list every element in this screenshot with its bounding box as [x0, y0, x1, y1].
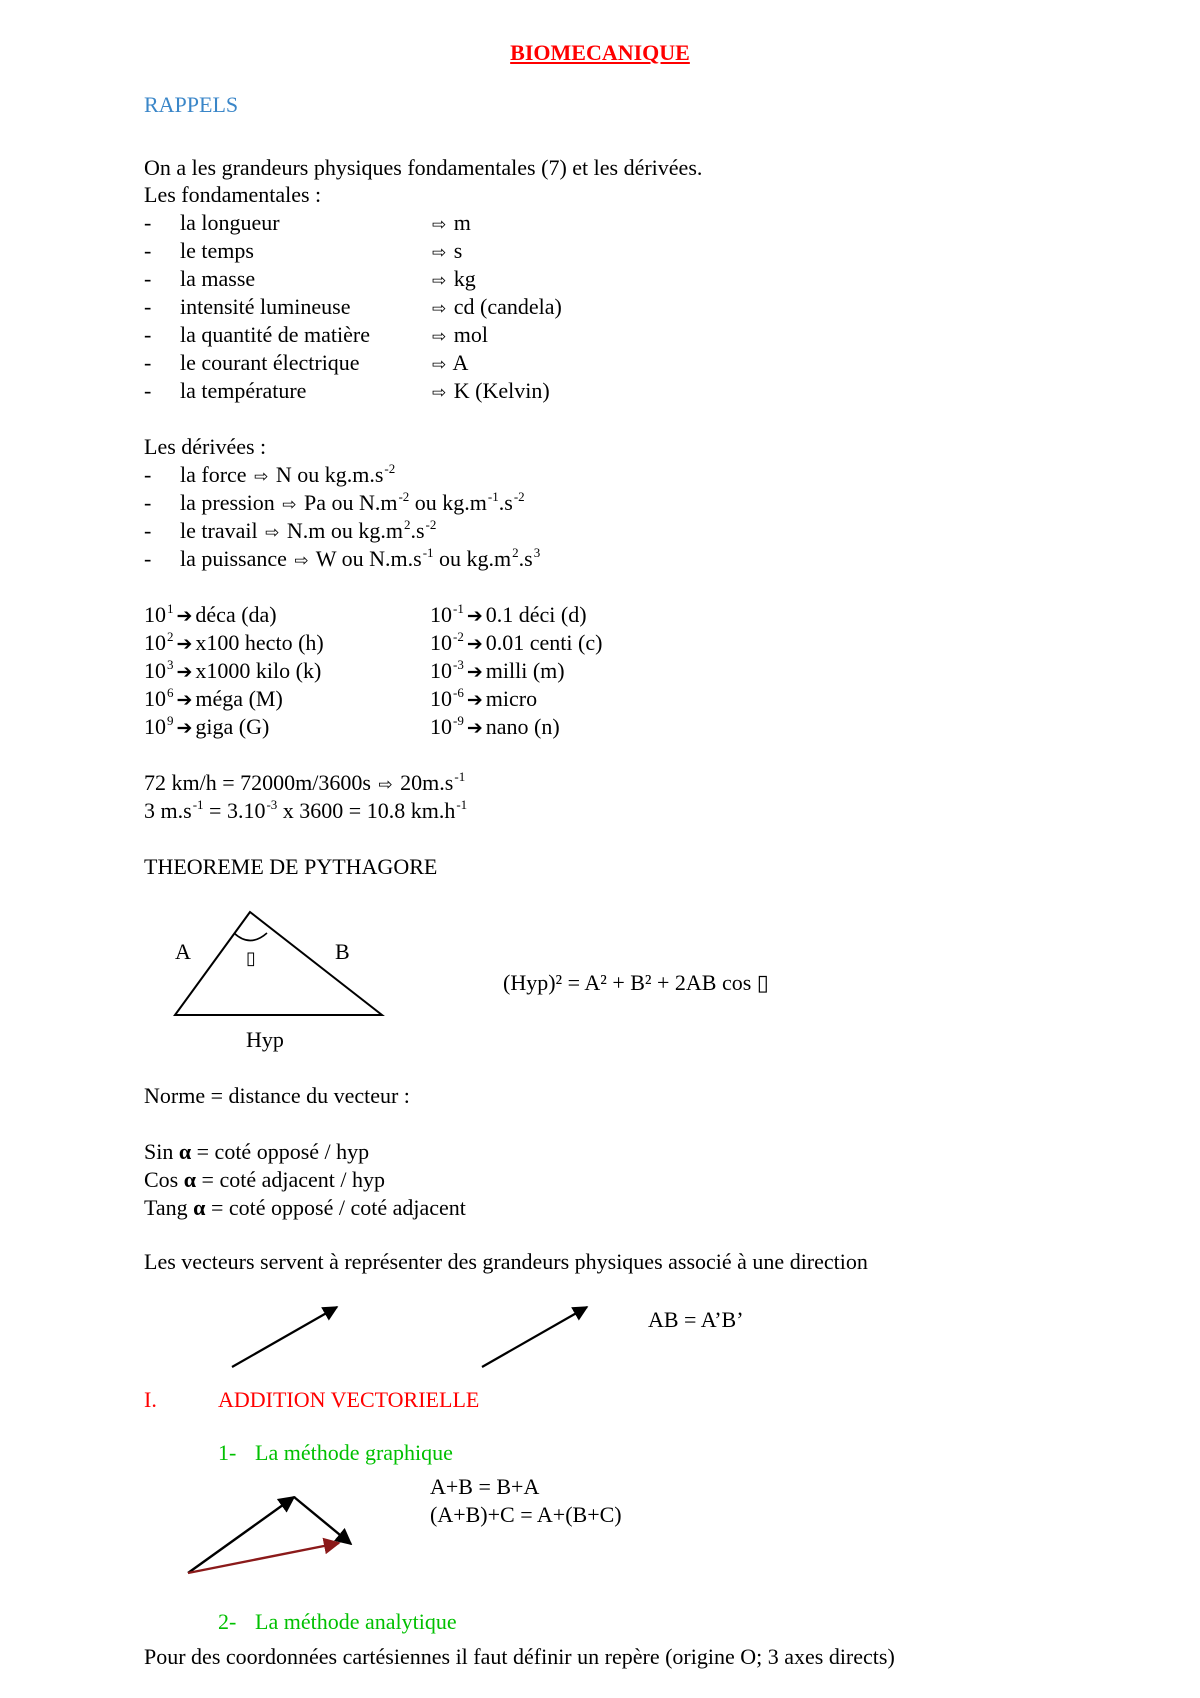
- quantity-unit: ⇨ mol: [432, 322, 488, 347]
- pythagore-heading: THEOREME DE PYTHAGORE: [144, 854, 438, 879]
- angle-arc: [234, 933, 267, 941]
- vector-equality: AB = A’B’: [648, 1307, 744, 1332]
- quantity-unit: ⇨ K (Kelvin): [432, 378, 550, 403]
- list-bullet: -: [144, 462, 152, 487]
- page-title: BIOMECANIQUE: [510, 40, 690, 65]
- method2-title: La méthode analytique: [255, 1609, 457, 1634]
- triangle-label-hyp: Hyp: [246, 1027, 284, 1052]
- white-arrow-icon: ⇨: [294, 551, 309, 571]
- conversion-kmh: 72 km/h = 72000m/3600s ⇨ $20m.s^{-1}$: [144, 769, 466, 795]
- pythagore-formula: (Hyp)² = A² + B² + 2AB cos ▯: [503, 970, 769, 995]
- quantity-name: intensité lumineuse: [180, 294, 351, 319]
- section-number: I.: [144, 1387, 157, 1412]
- bold-arrow-icon: ➔: [176, 633, 193, 655]
- fondamentales-heading: Les fondamentales :: [144, 182, 322, 207]
- derivees-heading: Les dérivées :: [144, 434, 267, 459]
- derived-puissance: la puissance ⇨ W ou $N.m.s^{-1}$ ou $kg.m^2.s^3$: [180, 545, 541, 571]
- bold-arrow-icon: ➔: [466, 633, 483, 655]
- list-bullet: -: [144, 546, 152, 571]
- bold-arrow-icon: ➔: [466, 605, 483, 627]
- cos-formula: Cos α = coté adjacent / hyp: [144, 1167, 385, 1192]
- prefix-item: $10^3$ ➔ x1000 kilo (k): [144, 657, 322, 683]
- tang-formula: Tang α = coté opposé / coté adjacent: [144, 1195, 466, 1220]
- vecteurs-text: Les vecteurs servent à représenter des grandeurs physiques associé à une direction: [144, 1249, 868, 1274]
- bold-arrow-icon: ➔: [176, 661, 193, 683]
- commutativity-formula: A+B = B+A: [430, 1474, 540, 1499]
- white-arrow-icon: ⇨: [432, 215, 447, 235]
- angle-symbol: ▯: [246, 948, 256, 968]
- white-arrow-icon: ⇨: [432, 271, 447, 291]
- prefix-item: $10^1$ ➔ déca (da): [144, 601, 277, 627]
- norme-text: Norme = distance du vecteur :: [144, 1083, 410, 1108]
- triangle-label-a: A: [175, 939, 191, 964]
- prefix-item: $10^{-3}$ ➔ milli (m): [430, 657, 565, 683]
- quantity-unit: ⇨ cd (candela): [432, 294, 562, 319]
- white-arrow-icon: ⇨: [432, 355, 447, 375]
- intro-text: On a les grandeurs physiques fondamentales (7) et les dérivées.: [144, 155, 703, 180]
- derived-pression: la pression ⇨ Pa ou $N.m^{-2}$ ou $kg.m^{-1}.s^{-2}$: [180, 489, 525, 515]
- quantity-name: la masse: [180, 266, 256, 291]
- prefix-item: $10^{-1}$ ➔ 0.1 déci (d): [430, 601, 587, 627]
- derived-travail: le travail ⇨ N.m ou $kg.m^2.s^{-2}$: [180, 517, 437, 543]
- list-bullet: -: [144, 294, 152, 319]
- alpha-symbol: α: [183, 1167, 197, 1192]
- white-arrow-icon: ⇨: [432, 299, 447, 319]
- alpha-symbol: α: [178, 1139, 192, 1164]
- vector-a-prime-b-prime: [482, 1307, 587, 1367]
- white-arrow-icon: ⇨: [282, 495, 297, 515]
- list-bullet: -: [144, 210, 152, 235]
- list-bullet: -: [144, 378, 152, 403]
- bold-arrow-icon: ➔: [466, 689, 483, 711]
- cartesian-text: Pour des coordonnées cartésiennes il faut définir un repère (origine O; 3 axes directs): [144, 1644, 895, 1669]
- list-bullet: -: [144, 350, 152, 375]
- method1-number: 1-: [218, 1440, 237, 1465]
- white-arrow-icon: ⇨: [254, 467, 269, 487]
- vector-b: [294, 1497, 351, 1544]
- sin-formula: Sin α = coté opposé / hyp: [144, 1139, 370, 1164]
- associativity-formula: (A+B)+C = A+(B+C): [430, 1502, 622, 1527]
- quantity-unit: ⇨ A: [432, 350, 469, 375]
- quantity-name: le courant électrique: [180, 350, 360, 375]
- white-arrow-icon: ⇨: [432, 383, 447, 403]
- prefix-item: $10^{-9}$ ➔ nano (n): [430, 713, 560, 739]
- quantity-unit: ⇨ s: [432, 238, 463, 263]
- vector-ab: [232, 1307, 337, 1367]
- method2-number: 2-: [218, 1609, 237, 1634]
- quantity-name: la température: [180, 378, 307, 403]
- rappels-heading: RAPPELS: [144, 92, 239, 117]
- list-bullet: -: [144, 322, 152, 347]
- white-arrow-icon: ⇨: [378, 775, 393, 795]
- prefix-item: $10^2$ ➔ x100 hecto (h): [144, 629, 324, 655]
- section-title: ADDITION VECTORIELLE: [218, 1387, 480, 1412]
- alpha-symbol: α: [193, 1195, 206, 1220]
- bold-arrow-icon: ➔: [466, 717, 483, 739]
- list-bullet: -: [144, 266, 152, 291]
- quantity-name: la longueur: [180, 210, 280, 235]
- bold-arrow-icon: ➔: [176, 689, 193, 711]
- derived-force: la force ⇨ N ou $kg.m.s^{-2}$: [180, 461, 396, 487]
- white-arrow-icon: ⇨: [432, 327, 447, 347]
- bold-arrow-icon: ➔: [466, 661, 483, 683]
- quantity-name: la quantité de matière: [180, 322, 370, 347]
- prefix-item: $10^9$ ➔ giga (G): [144, 713, 270, 739]
- bold-arrow-icon: ➔: [176, 717, 193, 739]
- triangle-label-b: B: [335, 939, 350, 964]
- bold-arrow-icon: ➔: [176, 605, 193, 627]
- quantity-unit: ⇨ kg: [432, 266, 476, 291]
- white-arrow-icon: ⇨: [432, 243, 447, 263]
- prefix-item: $10^{-2}$ ➔ 0.01 centi (c): [430, 629, 603, 655]
- triangle-shape: [175, 912, 382, 1015]
- white-arrow-icon: ⇨: [265, 523, 280, 543]
- prefix-item: $10^6$ ➔ méga (M): [144, 685, 283, 711]
- list-bullet: -: [144, 238, 152, 263]
- prefix-item: $10^{-6}$ ➔ micro: [430, 685, 538, 711]
- list-bullet: -: [144, 518, 152, 543]
- conversion-ms: 3 $m.s^{-1} = 3.10^{-3}$ x 3600 = 10.8 $km.h^{-1}$: [144, 797, 468, 823]
- method1-title: La méthode graphique: [255, 1440, 453, 1465]
- list-bullet: -: [144, 490, 152, 515]
- quantity-name: le temps: [180, 238, 254, 263]
- quantity-unit: ⇨ m: [432, 210, 471, 235]
